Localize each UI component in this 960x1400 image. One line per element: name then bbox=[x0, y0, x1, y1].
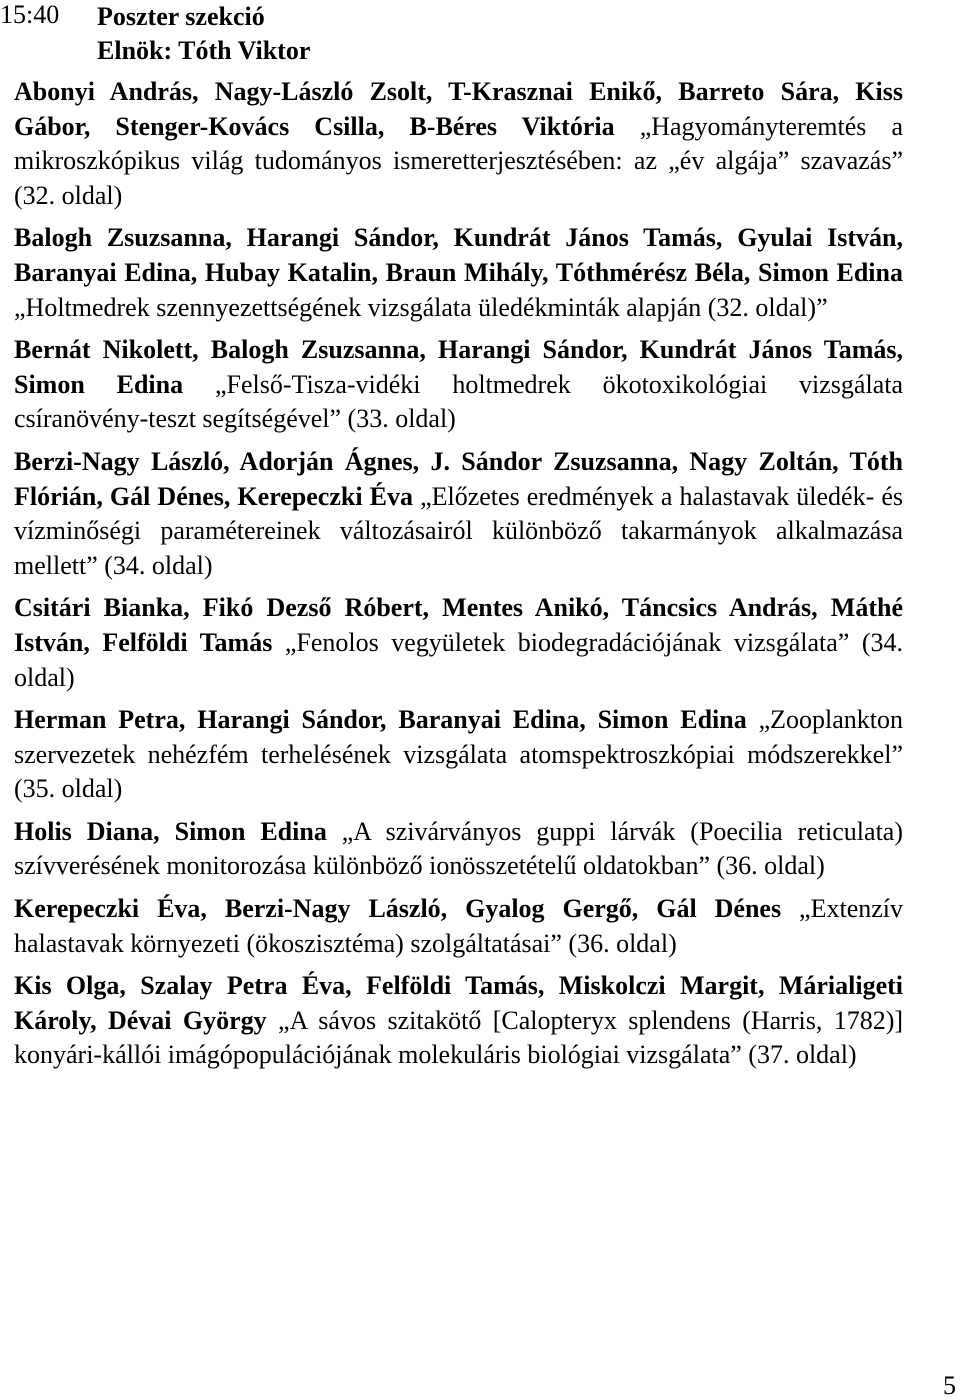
poster-entry bbox=[14, 703, 903, 807]
poster-entry bbox=[14, 815, 903, 884]
poster-list bbox=[14, 75, 903, 1081]
session-title: Poszter szekció bbox=[97, 2, 265, 31]
poster-authors: Csitári Bianka, Fikó Dezső Róbert, Mentes Anikó, Táncsics András, Máthé István, Felföldi Tamás bbox=[14, 593, 903, 657]
poster-entry bbox=[14, 221, 903, 325]
poster-title: „Holtmedrek szennyezettségének vizsgálata üledékminták alapján (32. oldal)” bbox=[14, 292, 828, 322]
poster-title: „A szivárványos guppi lárvák (Poecilia reticulata) szívverésének monitorozása különböző ionösszetételű oldatokban” (36. oldal) bbox=[14, 816, 903, 881]
poster-title: „Fenolos vegyületek biodegradációjának vizsgálata” (34. oldal) bbox=[14, 627, 903, 692]
poster-authors: Holis Diana, Simon Edina bbox=[14, 816, 327, 846]
session-header bbox=[97, 0, 310, 68]
poster-title: „Előzetes eredmények a halastavak üledék- és vízminőségi paramétereinek változásairól különböző takarmányok alkalmazása mellett” (34. oldal) bbox=[14, 481, 903, 580]
session-chair: Elnök: Tóth Viktor bbox=[97, 36, 311, 65]
poster-entry bbox=[14, 969, 903, 1073]
poster-authors: Kerepeczki Éva, Berzi-Nagy László, Gyalog Gergő, Gál Dénes bbox=[14, 894, 782, 924]
poster-authors: Herman Petra, Harangi Sándor, Baranyai Edina, Simon Edina bbox=[14, 705, 747, 735]
poster-entry bbox=[14, 333, 903, 437]
poster-entry bbox=[14, 445, 903, 583]
page-number: 5 bbox=[943, 1371, 956, 1400]
poster-authors: Kis Olga, Szalay Petra Éva, Felföldi Tamás, Miskolczi Margit, Márialigeti Károly, Dévai György bbox=[14, 971, 903, 1035]
session-time: 15:40 bbox=[0, 0, 60, 29]
poster-authors: Abonyi András, Nagy-László Zsolt, T-Krasznai Enikő, Barreto Sára, Kiss Gábor, Stenger-Kovács Csilla, B-Béres Viktória bbox=[14, 77, 903, 141]
poster-title: „Felső-Tisza-vidéki holtmedrek ökotoxikológiai vizsgálata csíranövény-teszt segítségével” (33. oldal) bbox=[14, 369, 903, 434]
poster-title: „Extenzív halastavak környezeti (ökoszisztéma) szolgáltatásai” (36. oldal) bbox=[14, 894, 903, 958]
poster-entry bbox=[14, 591, 903, 695]
poster-title: „Zooplankton szervezetek nehézfém terhelésének vizsgálata atomspektroszkópiai módszerekkel” (35. oldal) bbox=[14, 705, 903, 804]
poster-entry bbox=[14, 75, 903, 213]
poster-title: „Hagyományteremtés a mikroszkópikus világ tudományos ismeretterjesztésében: az „év algája” szavazás” (32. oldal) bbox=[14, 111, 904, 210]
poster-title: „A sávos szitakötő [Calopteryx splendens (Harris, 1782)] konyári-kállói imágópopulációjának molekuláris biológiai vizsgálata” (37. oldal) bbox=[14, 1005, 904, 1070]
poster-authors: Bernát Nikolett, Balogh Zsuzsanna, Harangi Sándor, Kundrát János Tamás, Simon Edina bbox=[14, 335, 903, 399]
poster-entry bbox=[14, 892, 903, 961]
poster-authors: Balogh Zsuzsanna, Harangi Sándor, Kundrát János Tamás, Gyulai István, Baranyai Edina, Hubay Katalin, Braun Mihály, Tóthmérész Béla, Simon Edina bbox=[14, 223, 903, 287]
poster-authors: Berzi-Nagy László, Adorján Ágnes, J. Sándor Zsuzsanna, Nagy Zoltán, Tóth Flórián, Gál Dénes, Kerepeczki Éva bbox=[14, 446, 903, 511]
